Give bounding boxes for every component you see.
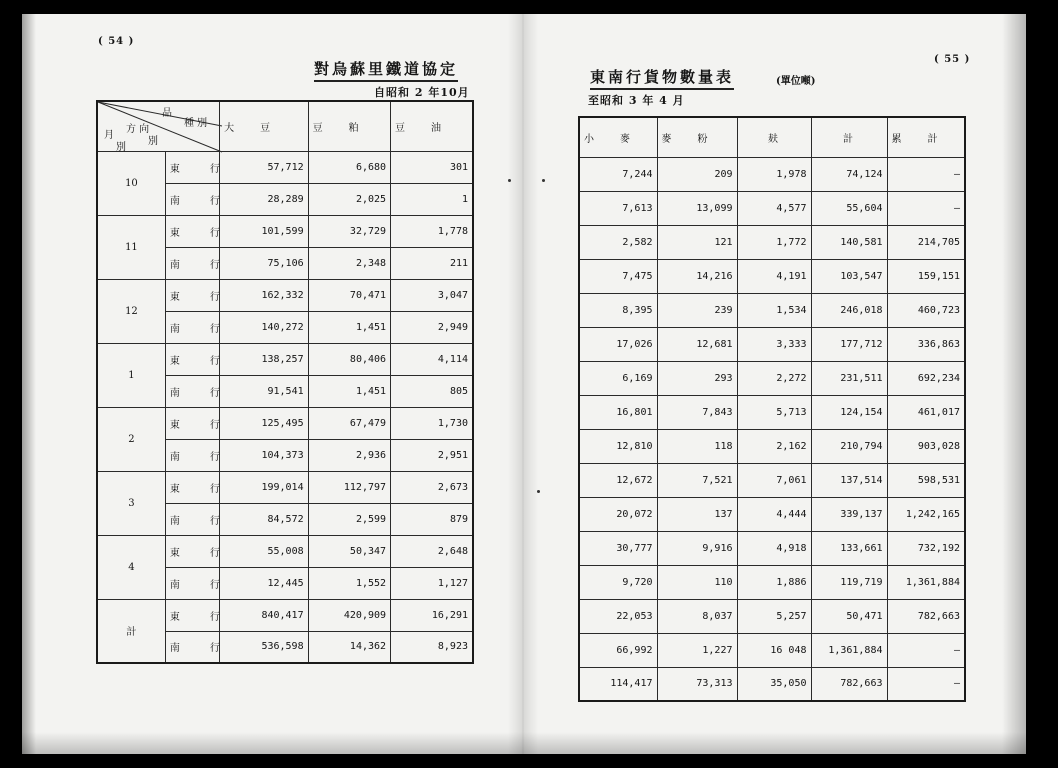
direction-cell: 東 行	[165, 215, 219, 247]
value-cell: 2,951	[391, 439, 473, 471]
value-cell: 214,705	[887, 225, 965, 259]
month-cell: 4	[97, 535, 165, 599]
value-cell: 30,777	[579, 531, 657, 565]
value-cell: 3,333	[737, 327, 811, 361]
value-cell: 12,445	[220, 567, 308, 599]
value-cell: 162,332	[220, 279, 308, 311]
direction-cell: 南 行	[165, 503, 219, 535]
direction-cell: 南 行	[165, 183, 219, 215]
page-edge-shadow	[22, 14, 36, 754]
column-header: 麸	[737, 117, 811, 157]
value-cell: 16,801	[579, 395, 657, 429]
table-row	[579, 157, 965, 191]
value-cell: 2,348	[308, 247, 390, 279]
month-cell: 12	[97, 279, 165, 343]
direction-cell: 東 行	[165, 535, 219, 567]
value-cell: 9,720	[579, 565, 657, 599]
total-value-cell: 66,992	[579, 633, 657, 667]
value-cell: 1,778	[391, 215, 473, 247]
value-cell: 70,471	[308, 279, 390, 311]
direction-cell: 東 行	[165, 343, 219, 375]
total-row	[579, 633, 965, 667]
value-cell: 67,479	[308, 407, 390, 439]
value-cell: 2,648	[391, 535, 473, 567]
value-cell: 4,918	[737, 531, 811, 565]
left-freight-table	[96, 100, 474, 664]
value-cell: 14,216	[657, 259, 737, 293]
table-row	[579, 293, 965, 327]
value-cell: 125,495	[220, 407, 308, 439]
right-freight-table	[578, 116, 966, 702]
value-cell: 2,949	[391, 311, 473, 343]
value-cell: 461,017	[887, 395, 965, 429]
value-cell: 339,137	[811, 497, 887, 531]
corner-label-month2: 別	[116, 142, 126, 153]
value-cell: 6,169	[579, 361, 657, 395]
value-cell: 5,713	[737, 395, 811, 429]
column-header: 豆 油	[391, 101, 473, 151]
scan-speck	[508, 179, 511, 182]
value-cell: 1,886	[737, 565, 811, 599]
value-cell: 12,681	[657, 327, 737, 361]
table-row	[97, 535, 473, 567]
value-cell: 101,599	[220, 215, 308, 247]
value-cell: 4,114	[391, 343, 473, 375]
value-cell: 4,191	[737, 259, 811, 293]
month-cell: 10	[97, 151, 165, 215]
value-cell: 209	[657, 157, 737, 191]
value-cell: 50,347	[308, 535, 390, 567]
value-cell: 55,008	[220, 535, 308, 567]
value-cell: 1,552	[308, 567, 390, 599]
value-cell: 80,406	[308, 343, 390, 375]
value-cell: —	[887, 191, 965, 225]
value-cell: 6,680	[308, 151, 390, 183]
value-cell: 112,797	[308, 471, 390, 503]
left-page-subtitle: 自昭和 2 年10月	[374, 86, 470, 99]
value-cell: 140,272	[220, 311, 308, 343]
table-row	[97, 407, 473, 439]
table-row	[579, 259, 965, 293]
value-cell: 9,916	[657, 531, 737, 565]
value-cell: 7,521	[657, 463, 737, 497]
value-cell: 2,025	[308, 183, 390, 215]
value-cell: 13,099	[657, 191, 737, 225]
total-value-cell: 73,313	[657, 667, 737, 701]
value-cell: 879	[391, 503, 473, 535]
direction-cell: 南 行	[165, 375, 219, 407]
table-row	[579, 361, 965, 395]
table-row	[97, 343, 473, 375]
value-cell: 119,719	[811, 565, 887, 599]
value-cell: 104,373	[220, 439, 308, 471]
value-cell: 7,475	[579, 259, 657, 293]
direction-cell: 東 行	[165, 407, 219, 439]
value-cell: 3,047	[391, 279, 473, 311]
value-cell: 805	[391, 375, 473, 407]
month-cell: 2	[97, 407, 165, 471]
table-row	[579, 327, 965, 361]
month-cell: 11	[97, 215, 165, 279]
direction-cell: 東 行	[165, 599, 219, 631]
value-cell: 159,151	[887, 259, 965, 293]
table-row	[97, 215, 473, 247]
total-value-cell: —	[887, 667, 965, 701]
total-value-cell: 1,227	[657, 633, 737, 667]
value-cell: 692,234	[887, 361, 965, 395]
value-cell: 32,729	[308, 215, 390, 247]
value-cell: 7,061	[737, 463, 811, 497]
value-cell: 1,361,884	[887, 565, 965, 599]
value-cell: 91,541	[220, 375, 308, 407]
table-row	[579, 395, 965, 429]
right-page-number: ( 55 )	[934, 54, 971, 65]
month-cell: 3	[97, 471, 165, 535]
value-cell: 199,014	[220, 471, 308, 503]
value-cell: 7,244	[579, 157, 657, 191]
value-cell: 4,444	[737, 497, 811, 531]
value-cell: 28,289	[220, 183, 308, 215]
right-page-unit: (單位噸)	[776, 76, 816, 87]
value-cell: 137,514	[811, 463, 887, 497]
value-cell: 8,037	[657, 599, 737, 633]
value-cell: 1,127	[391, 567, 473, 599]
direction-cell: 南 行	[165, 311, 219, 343]
right-page-title: 東南行貨物數量表	[590, 66, 734, 90]
table-row	[97, 279, 473, 311]
value-cell: 293	[657, 361, 737, 395]
column-header: 小 麥	[579, 117, 657, 157]
column-header: 麥 粉	[657, 117, 737, 157]
value-cell: 110	[657, 565, 737, 599]
direction-cell: 南 行	[165, 247, 219, 279]
scanned-page-spread	[22, 14, 1026, 754]
left-page-number: ( 54 )	[98, 36, 135, 47]
value-cell: 121	[657, 225, 737, 259]
column-header: 豆 粕	[308, 101, 390, 151]
total-value-cell: 14,362	[308, 631, 390, 663]
value-cell: 1,242,165	[887, 497, 965, 531]
value-cell: 1,534	[737, 293, 811, 327]
table-row	[579, 191, 965, 225]
column-header: 計	[811, 117, 887, 157]
value-cell: 50,471	[811, 599, 887, 633]
table-row	[579, 497, 965, 531]
value-cell: 8,395	[579, 293, 657, 327]
value-cell: 4,577	[737, 191, 811, 225]
value-cell: 2,599	[308, 503, 390, 535]
value-cell: 55,604	[811, 191, 887, 225]
direction-cell: 南 行	[165, 567, 219, 599]
value-cell: 2,272	[737, 361, 811, 395]
corner-label-direction: 方 向	[126, 124, 150, 135]
direction-cell: 東 行	[165, 151, 219, 183]
total-row	[97, 599, 473, 631]
table-row	[579, 599, 965, 633]
value-cell: 2,162	[737, 429, 811, 463]
corner-label-month: 月	[104, 130, 114, 141]
direction-cell: 南 行	[165, 439, 219, 471]
value-cell: 7,613	[579, 191, 657, 225]
total-row	[579, 667, 965, 701]
value-cell: 239	[657, 293, 737, 327]
corner-label-kind: 種 別	[184, 118, 208, 129]
corner-label-dir2: 別	[148, 136, 158, 147]
value-cell: 75,106	[220, 247, 308, 279]
value-cell: 2,673	[391, 471, 473, 503]
value-cell: 74,124	[811, 157, 887, 191]
value-cell: 7,843	[657, 395, 737, 429]
total-value-cell: 420,909	[308, 599, 390, 631]
value-cell: 103,547	[811, 259, 887, 293]
value-cell: 336,863	[887, 327, 965, 361]
total-value-cell: 1,361,884	[811, 633, 887, 667]
value-cell: 20,072	[579, 497, 657, 531]
total-value-cell: 16,291	[391, 599, 473, 631]
value-cell: 12,672	[579, 463, 657, 497]
direction-cell: 南 行	[165, 631, 219, 663]
total-value-cell: —	[887, 633, 965, 667]
value-cell: 140,581	[811, 225, 887, 259]
value-cell: 1,730	[391, 407, 473, 439]
value-cell: 22,053	[579, 599, 657, 633]
value-cell: 84,572	[220, 503, 308, 535]
book-fold	[508, 14, 538, 754]
value-cell: 12,810	[579, 429, 657, 463]
value-cell: 231,511	[811, 361, 887, 395]
value-cell: 133,661	[811, 531, 887, 565]
value-cell: 732,192	[887, 531, 965, 565]
value-cell: 1,451	[308, 375, 390, 407]
value-cell: —	[887, 157, 965, 191]
month-cell: 1	[97, 343, 165, 407]
value-cell: 903,028	[887, 429, 965, 463]
table-row	[579, 463, 965, 497]
value-cell: 138,257	[220, 343, 308, 375]
table-row	[97, 471, 473, 503]
scan-speck	[542, 179, 545, 182]
value-cell: 1,978	[737, 157, 811, 191]
table-row	[579, 429, 965, 463]
table-row	[579, 225, 965, 259]
right-page-subtitle: 至昭和 3 年 4 月	[588, 94, 685, 107]
value-cell: 301	[391, 151, 473, 183]
column-header: 累 計	[887, 117, 965, 157]
corner-label-top: 品	[162, 108, 172, 119]
direction-cell: 東 行	[165, 279, 219, 311]
value-cell: 17,026	[579, 327, 657, 361]
total-value-cell: 8,923	[391, 631, 473, 663]
value-cell: 2,582	[579, 225, 657, 259]
value-cell: 1,772	[737, 225, 811, 259]
value-cell: 1	[391, 183, 473, 215]
value-cell: 782,663	[887, 599, 965, 633]
total-value-cell: 782,663	[811, 667, 887, 701]
value-cell: 137	[657, 497, 737, 531]
total-label-cell: 計	[97, 599, 165, 663]
value-cell: 118	[657, 429, 737, 463]
table-corner-header	[97, 101, 220, 151]
value-cell: 210,794	[811, 429, 887, 463]
table-row	[579, 531, 965, 565]
column-header: 大 豆	[220, 101, 308, 151]
total-value-cell: 536,598	[220, 631, 308, 663]
value-cell: 124,154	[811, 395, 887, 429]
total-value-cell: 114,417	[579, 667, 657, 701]
total-value-cell: 840,417	[220, 599, 308, 631]
value-cell: 1,451	[308, 311, 390, 343]
page-edge-shadow	[1002, 14, 1026, 754]
value-cell: 246,018	[811, 293, 887, 327]
value-cell: 5,257	[737, 599, 811, 633]
direction-cell: 東 行	[165, 471, 219, 503]
value-cell: 2,936	[308, 439, 390, 471]
value-cell: 57,712	[220, 151, 308, 183]
total-value-cell: 16 048	[737, 633, 811, 667]
total-value-cell: 35,050	[737, 667, 811, 701]
table-row	[579, 565, 965, 599]
scan-speck	[537, 490, 540, 493]
table-row	[97, 151, 473, 183]
left-page-title: 對烏蘇里鐵道協定	[314, 58, 458, 82]
value-cell: 177,712	[811, 327, 887, 361]
value-cell: 460,723	[887, 293, 965, 327]
value-cell: 598,531	[887, 463, 965, 497]
value-cell: 211	[391, 247, 473, 279]
